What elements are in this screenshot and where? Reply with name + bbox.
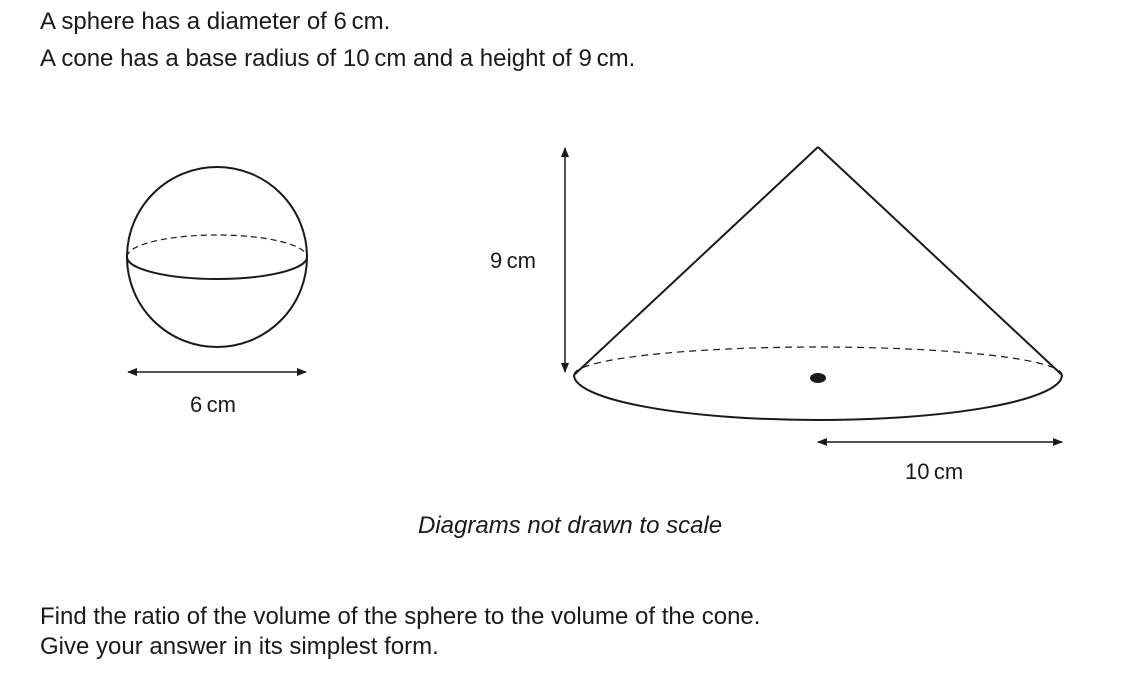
sphere-figure xyxy=(127,167,307,347)
question-line-2: Give your answer in its simplest form. xyxy=(40,633,439,660)
cone-height-label: 9 cm xyxy=(490,248,536,273)
cone-right-edge xyxy=(818,147,1062,375)
cone-left-edge xyxy=(574,147,818,375)
problem-statement-line-1: A sphere has a diameter of 6 cm. xyxy=(40,8,391,35)
cone-figure xyxy=(574,147,1062,420)
sphere-equator-back xyxy=(127,235,307,257)
problem-statement-line-2: A cone has a base radius of 10 cm and a height of 9 cm. xyxy=(40,45,636,72)
cone-base-back xyxy=(574,347,1062,375)
sphere-outline xyxy=(127,167,307,347)
sphere-diameter-label: 6 cm xyxy=(190,392,236,417)
cone-base-centre xyxy=(810,373,826,383)
sphere-equator-front xyxy=(127,257,307,279)
scale-caption: Diagrams not drawn to scale xyxy=(418,512,723,539)
question-line-1: Find the ratio of the volume of the sphere to the volume of the cone. xyxy=(40,603,761,630)
cone-radius-label: 10 cm xyxy=(905,459,964,484)
